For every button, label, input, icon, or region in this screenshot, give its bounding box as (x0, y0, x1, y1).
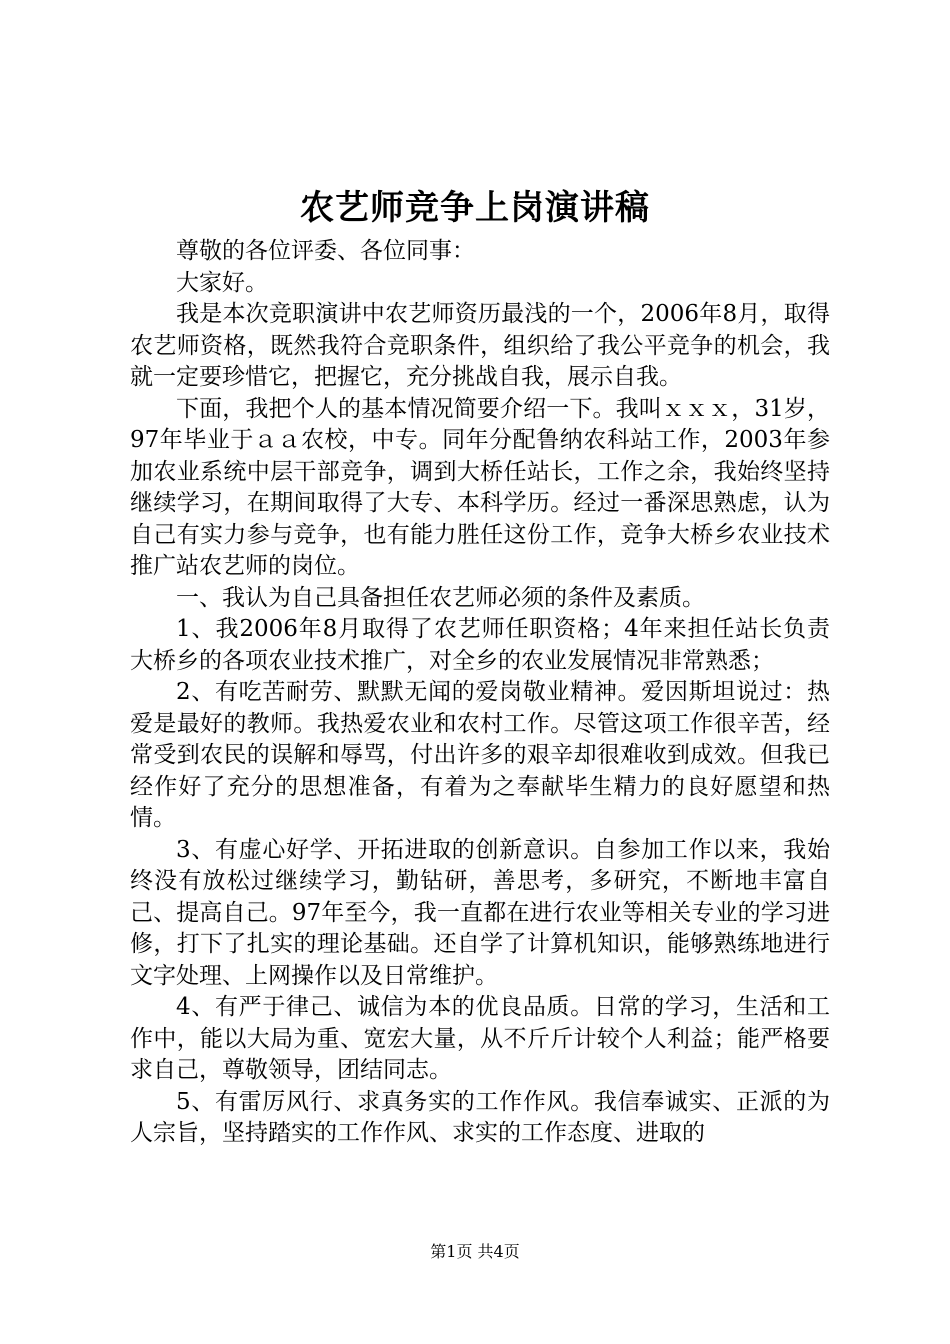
paragraph-point-3: 3、有虚心好学、开拓进取的创新意识。自参加工作以来，我始终没有放松过继续学习，勤钻研，善思考，多研究，不断地丰富自己、提高自己。97年至今，我一直都在进行农业等相关专业的学习进修，打下了扎实的理论基础。还自学了计算机知识，能够熟练地进行文字处理、上网操作以及日常维护。 (130, 836, 830, 989)
document-title: 农艺师竞争上岗演讲稿 (300, 188, 650, 228)
paragraph-point-2: 2、有吃苦耐劳、默默无闻的爱岗敬业精神。爱因斯坦说过：热爱是最好的教师。我热爱农业和农村工作。尽管这项工作很辛苦，经常受到农民的误解和辱骂，付出许多的艰辛却很难收到成效。但我已经作好了充分的思想准备，有着为之奉献毕生精力的良好愿望和热情。 (130, 679, 830, 831)
page-number-footer: 第1页 共4页 (430, 1242, 520, 1261)
paragraph-section-heading: 一、我认为自己具备担任农艺师必须的条件及素质。 (176, 584, 705, 611)
paragraph-greeting: 大家好。 (176, 269, 268, 296)
document-body (130, 236, 830, 1150)
paragraph-point-1: 1、我2006年8月取得了农艺师任职资格；4年来担任站长负责大桥乡的各项农业技术推广，对全乡的农业发展情况非常熟悉； (130, 616, 830, 674)
paragraph-point-4: 4、有严于律己、诚信为本的优良品质。日常的学习，生活和工作中，能以大局为重、宽宏大量，从不斤斤计较个人利益；能严格要求自己，尊敬领导，团结同志。 (130, 994, 830, 1083)
paragraph-intro: 我是本次竞职演讲中农艺师资历最浅的一个，2006年8月，取得农艺师资格，既然我符合竞职条件，组织给了我公平竞争的机会，我就一定要珍惜它，把握它，充分挑战自我，展示自我。 (130, 301, 830, 390)
paragraph-salutation: 尊敬的各位评委、各位同事： (176, 238, 475, 264)
paragraph-background: 下面，我把个人的基本情况简要介绍一下。我叫ｘｘｘ，31岁，97年毕业于ａａ农校，中专。同年分配鲁纳农科站工作，2003年参加农业系统中层干部竞争，调到大桥任站长，工作之余，我始终坚持继续学习，在期间取得了大专、本科学历。经过一番深思熟虑，认为自己有实力参与竞争，也有能力胜任这份工作，竞争大桥乡农业技术推广站农艺师的岗位。 (130, 395, 830, 579)
paragraph-point-5: 5、有雷厉风行、求真务实的工作作风。我信奉诚实、正派的为人宗旨，坚持踏实的工作作风、求实的工作态度、进取的 (130, 1088, 830, 1146)
